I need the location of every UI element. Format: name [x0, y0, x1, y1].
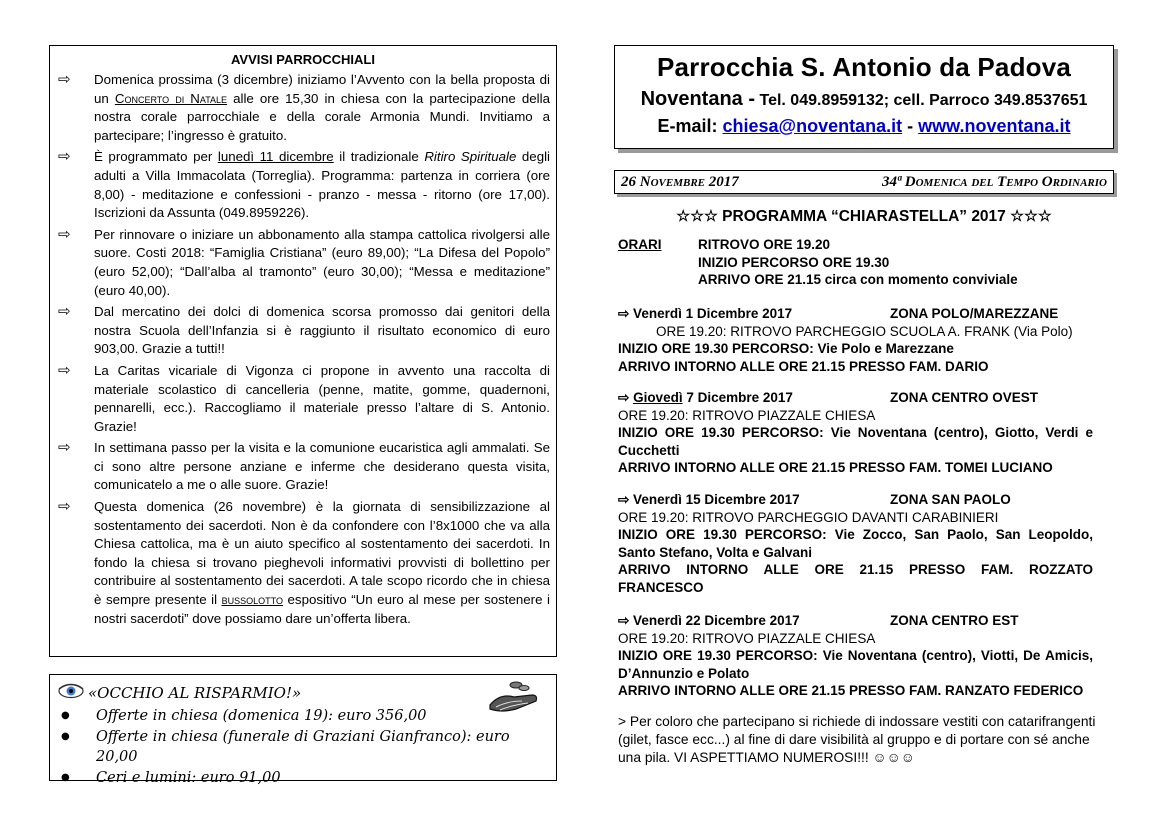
email-link[interactable]: chiesa@noventana.it [722, 116, 903, 136]
list-item [56, 71, 550, 145]
avviso-text: Dal mercatino dei dolci di domenica scorsa promosso dai genitori della nostra Scuola dell’Infanzia si è raggiunto il risultato economico di euro 903,00. Grazie a tutti!! [94, 304, 550, 357]
arrow-right-icon: ⇨ [58, 71, 71, 88]
page-title: Parrocchia S. Antonio da Padova [656, 52, 1072, 82]
avviso-text: Questa domenica (26 novembre) è la giornata di sensibilizzazione al sostentamento dei sacerdoti. Non è da confondere con l’8x1000 che va alla Chiesa cattolica, ma è un aiuto specifico al sostentamento dei sacerdoti. In fondo la chiesa si trovano pieghevoli informativi provvisti di bollettino per contribuire al sostentamento dei sacerdoti. A tale scopo ricordo che in chiesa è sempre presente il bussolotto espositivo “Un euro al mese per sostenere i nostri sacerdoti” dove possiamo dare un’offerta libera. [94, 499, 550, 626]
avviso-text: Domenica prossima (3 dicembre) iniziamo l’Avvento con la bella proposta di un Concerto di Natale alle ore 15,30 in chiesa con la partecipazione della nostra corale parrocchiale e della corale Armonia Mundi. Invitiamo a partecipare; l’ingresso è gratuito. [94, 72, 550, 143]
hands-coins-icon [486, 679, 542, 719]
programma-title: ☆☆☆ PROGRAMMA “CHIARASTELLA” 2017 ☆☆☆ [676, 208, 1052, 225]
arrow-right-icon: ⇨ [58, 225, 71, 243]
avvisi-title: AVVISI PARROCCHIALI [231, 52, 375, 67]
event-arrivo: ARRIVO INTORNO ALLE ORE 21.15 PRESSO FAM. ROZZATO FRANCESCO [618, 562, 1093, 595]
avviso-text: È programmato per lunedì 11 dicembre il tradizionale Ritiro Spirituale degli adulti a Villa Immacolata (Torreglia). Programma: partenza in corriera (ore 8,00) - meditazione e confessioni - pranzo - messa - ritorno (ore 17,00). Iscrizioni da Assunta (049.8959226). [94, 149, 550, 221]
event-zone: ZONA POLO/MAREZZANE [890, 306, 1059, 321]
event-ritrovo: ORE 19.20: RITROVO PIAZZALE CHIESA [618, 630, 876, 646]
event-date: ⇨ Venerdì 15 Dicembre 2017 [618, 492, 800, 507]
list-item [56, 303, 550, 359]
avvisi-box [49, 45, 557, 657]
event-ritrovo: ORE 19.20: RITROVO PIAZZALE CHIESA [618, 407, 876, 423]
arrow-right-icon: ⇨ [58, 439, 71, 457]
risparmio-title: «OCCHIO AL RISPARMIO!» [88, 684, 302, 702]
event-date: ⇨ Venerdì 1 Dicembre 2017 [618, 306, 793, 321]
footer-note: > Per coloro che partecipano si richiede di indossare vestiti con catarifrangenti (gilet, fasce ecc...) al fine di dare visibilità al gruppo e di portare con sé anche una pila. VI ASPETTIAMO NUMEROSI!!! ☺☺☺ [618, 714, 1096, 765]
event-zone: ZONA CENTRO EST [890, 613, 1019, 628]
event-inizio: INIZIO ORE 19.30 PERCORSO: Vie Zocco, San Paolo, San Leopoldo, Santo Stefano, Volta e Galvani [618, 527, 1093, 560]
parish-web: E-mail: chiesa@noventana.it - www.noventana.it [657, 116, 1071, 136]
date-bar [614, 170, 1114, 194]
event-block [618, 389, 1093, 477]
parish-header [614, 45, 1114, 149]
event-arrivo: ARRIVO INTORNO ALLE ORE 21.15 PRESSO FAM. RANZATO FEDERICO [618, 683, 1084, 698]
event-block [618, 305, 1093, 375]
event-block [618, 491, 1093, 596]
arrow-right-icon: ⇨ [58, 361, 71, 379]
list-item: ● Offerte in chiesa (domenica 19): euro 356,00 [58, 706, 548, 727]
list-item: ● Offerte in chiesa (funerale di Graziani Gianfranco): euro 20,00 [58, 727, 548, 768]
avviso-text: Per rinnovare o iniziare un abbonamento alla stampa cattolica rivolgersi alle suore. Costi 2018: “Famiglia Cristiana” (euro 89,00); “La Difesa del Popolo” (euro 52,00); “Dall’alba al tramonto” (euro 30,00); “Messa e meditazione” (euro 40,00). [94, 226, 550, 298]
arrow-right-icon: ⇨ [58, 498, 71, 516]
risparmio-box [49, 674, 557, 786]
list-item [56, 226, 550, 300]
event-zone: ZONA SAN PAOLO [890, 492, 1011, 507]
event-date: ⇨ Giovedì 7 Dicembre 2017 [618, 390, 793, 405]
list-item: ● Ceri e lumini: euro 91,00 [58, 768, 548, 789]
bullet-icon: ● [61, 730, 70, 742]
event-inizio: INIZIO ORE 19.30 PERCORSO: Vie Noventana (centro), Giotto, Verdi e Cucchetti [618, 425, 1093, 458]
event-inizio: INIZIO ORE 19.30 PERCORSO: Vie Noventana (centro), Viotti, De Amicis, D’Annunzio e Polato [618, 648, 1093, 681]
arrow-right-icon: ⇨ [58, 148, 71, 166]
orari-label: ORARI [618, 237, 662, 252]
issue-date: 26 Novembre 2017 [621, 173, 739, 190]
orari-block: ORARI RITROVO ORE 19.20 INIZIO PERCORSO ORE 19.30 ARRIVO ORE 21.15 circa con momento conviviale [618, 237, 1018, 287]
avviso-text: In settimana passo per la visita e la comunione eucaristica agli ammalati. Se ci sono altre persone anziane e inferme che desiderano questa visita, comunicatelo a me o alle suore. Grazie! [94, 440, 550, 493]
eye-icon [58, 683, 88, 703]
parish-contacts: Noventana - Tel. 049.8959132; cell. Parroco 349.8537651 [640, 88, 1088, 110]
event-arrivo: ARRIVO INTORNO ALLE ORE 21.15 PRESSO FAM. TOMEI LUCIANO [618, 460, 1053, 475]
event-ritrovo: ORE 19.20: RITROVO PARCHEGGIO DAVANTI CARABINIERI [618, 509, 999, 525]
list-item [56, 439, 550, 495]
bullet-icon: ● [61, 771, 70, 783]
website-link[interactable]: www.noventana.it [918, 116, 1071, 136]
arrow-right-icon: ⇨ [58, 303, 71, 321]
list-item [56, 148, 550, 222]
event-date: ⇨ Venerdì 22 Dicembre 2017 [618, 613, 800, 628]
liturgical-sunday: 34ª Domenica del Tempo Ordinario [882, 173, 1107, 190]
event-ritrovo: ORE 19.20: RITROVO PARCHEGGIO SCUOLA A. FRANK (Via Polo) [656, 323, 1073, 339]
event-inizio: INIZIO ORE 19.30 PERCORSO: Vie Polo e Marezzane [618, 341, 954, 356]
event-arrivo: ARRIVO INTORNO ALLE ORE 21.15 PRESSO FAM. DARIO [618, 358, 989, 374]
avviso-text: La Caritas vicariale di Vigonza ci propone in avvento una raccolta di materiale scolastico di cancelleria (penne, matite, gomme, quadernoni, pennarelli, ecc.). Raccogliamo il materiale presso l’altare di S. Antonio. Grazie! [94, 362, 550, 434]
list-item [56, 362, 550, 436]
event-block [618, 612, 1093, 700]
list-item [56, 498, 550, 628]
event-zone: ZONA CENTRO OVEST [890, 390, 1039, 405]
bullet-icon: ● [61, 710, 70, 721]
